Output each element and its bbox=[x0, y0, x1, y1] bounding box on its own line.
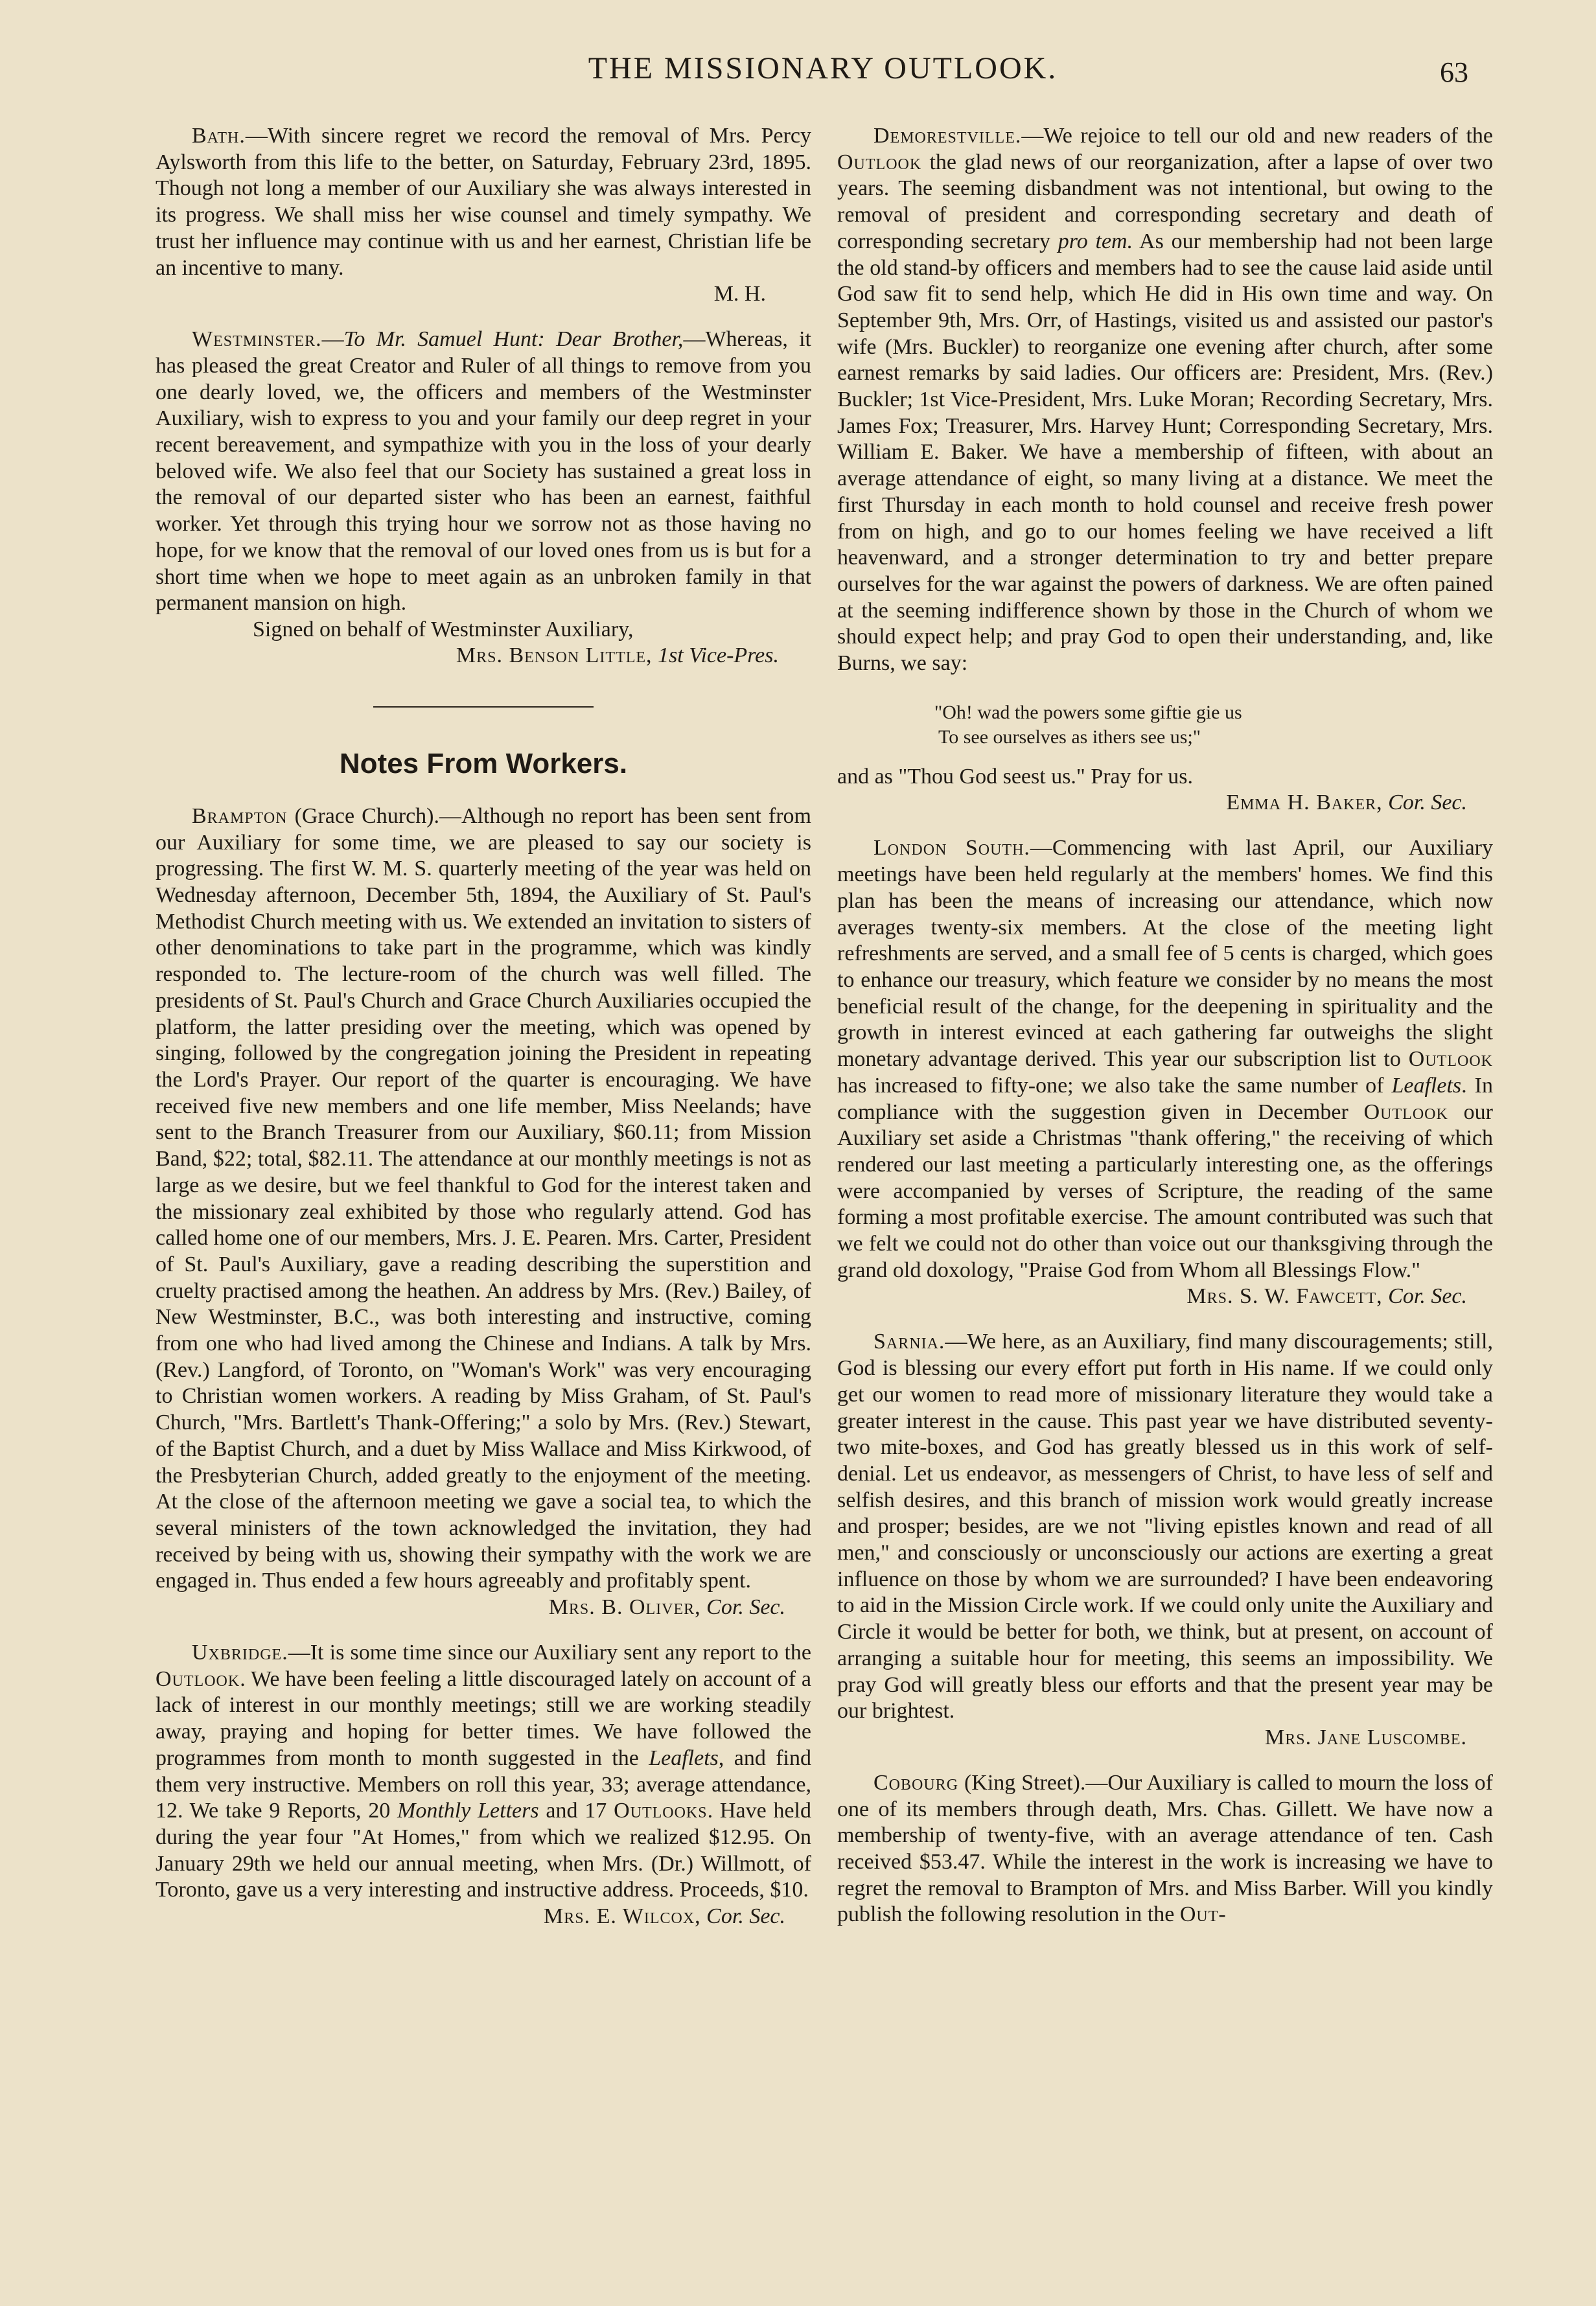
demorestville-signature-name: Emma H. Baker, bbox=[1226, 790, 1383, 815]
london-south-text-1: —Commencing with last April, our Auxiliary meetings have been held regularly at the members' homes. We find this plan has been the means of increasing our attendance, which now averages twenty-six members. At the close of the meeting light refreshments are served, and a small fee of 5 cents is charged, which goes to enhance our treasury, which feature we consider by no means the most beneficial result of the change, for the deepening in spirituality and the growth in interest evinced at each gathering far outweighs the slight monetary advantage derived. This year our subscription list to bbox=[837, 836, 1493, 1072]
demorestville-closing: and as "Thou God seest us." Pray for us. bbox=[837, 764, 1194, 789]
uxbridge-outlook: Outlook bbox=[156, 1666, 240, 1691]
westminster-signed-line: Signed on behalf of Westminster Auxiliary, bbox=[253, 617, 634, 641]
uxbridge-text-4: and 17 bbox=[538, 1799, 614, 1823]
demorestville-signature bbox=[837, 790, 1493, 816]
london-south-outlook-1: Outlook bbox=[1408, 1047, 1493, 1072]
london-south-leaflets: Leaflets bbox=[1391, 1073, 1462, 1098]
demorestville-text-2: the glad news of our reorganization, after a lapse of over two years. The seeming disbandment was not intentional, but owing to the removal of president and corresponding secretary and death of corresponding secretary bbox=[837, 150, 1493, 253]
cobourg-outlook: Out- bbox=[1179, 1902, 1227, 1927]
london-south-lead: London South. bbox=[873, 836, 1030, 860]
westminster-signature bbox=[156, 643, 811, 669]
poem-line-2: To see ourselves as ithers see us;" bbox=[938, 726, 1201, 748]
burns-quotation bbox=[934, 700, 1493, 750]
westminster-signature-role: 1st Vice-Pres. bbox=[658, 643, 779, 667]
sarnia-text: —We here, as an Auxiliary, find many discouragements; still, God is blessing our every effort put forth in His name. If we could only get our women to read more of missionary literature they would take a greater interest in the cause. This past year we have distributed seventy-two mite-boxes, and God has greatly blessed us in this work of self-denial. Let us endeavor, as messengers of Christ, to have less of self and selfish desires, and this branch of mission work would greatly increase and prosper; besides, are we not "living epistles known and read of all men," and consciously or unconsciously our actions are exerting a great influence on those by whom we are surrounded? I have been endeavoring to aid in the Mission Circle work. If we could only unite the Auxiliary and Circle it would be better for both, we think, but at present, on account of arranging a suitable hour for meeting, this seems an impossibility. We pray God will greatly bless our efforts and that the present year may be our brightest. bbox=[837, 1330, 1493, 1724]
cobourg-paragraph bbox=[837, 1770, 1493, 1928]
demorestville-paragraph bbox=[837, 123, 1493, 677]
westminster-salutation: To Mr. Samuel Hunt: Dear Brother, bbox=[343, 327, 684, 352]
section-divider bbox=[373, 706, 594, 708]
spacer bbox=[156, 1620, 811, 1640]
spacer bbox=[156, 307, 811, 327]
sarnia-signature-name: Mrs. Jane Luscombe. bbox=[1265, 1725, 1467, 1749]
uxbridge-leaflets: Leaflets bbox=[649, 1746, 719, 1770]
uxbridge-signature-role: Cor. Sec. bbox=[706, 1904, 785, 1929]
brampton-signature-role: Cor. Sec. bbox=[706, 1595, 785, 1620]
bath-signature: M. H. bbox=[713, 282, 766, 306]
london-south-signature bbox=[837, 1284, 1493, 1309]
sarnia-lead: Sarnia. bbox=[873, 1330, 945, 1354]
uxbridge-outlooks: Outlooks bbox=[614, 1799, 708, 1823]
uxbridge-text-2: . We have been feeling a little discouraged lately on account of a lack of interest in our monthly meetings; still we are working steadily away, praying and hoping for better times. We have followed the programmes from month to month suggested in the bbox=[156, 1666, 811, 1770]
sarnia-signature bbox=[837, 1725, 1493, 1751]
london-south-signature-role: Cor. Sec. bbox=[1388, 1284, 1467, 1309]
westminster-lead: Westminster. bbox=[192, 327, 322, 352]
demorestville-lead: Demorestville. bbox=[873, 124, 1022, 148]
brampton-text: (Grace Church).—Although no report has been sent from our Auxiliary for some time, we are pleased to say our society is progressing. The first W. M. S. quarterly meeting of the year was held on Wednesday afternoon, December 5th, 1894, the Auxiliary of St. Paul's Methodist Church meeting with us. We extended an invitation to sisters of other denominations to take part in the programme, which was kindly responded to. The lecture-room of the church was well filled. The presidents of St. Paul's Church and Grace Church Auxiliaries occupied the platform, the latter presiding over the meeting, which was opened by singing, followed by the congregation joining the President in repeating the Lord's Prayer. Our report of the quarter is encouraging. We have received five new members and one life member, Miss Neelands; have sent to the Branch Treasurer from our Auxiliary, $60.11; from Mission Band, $22; total, $82.11. The attendance at our monthly meetings is not as large as we desire, but we feel thankful to God for the interest taken and the missionary zeal exhibited by those who regularly attend. God has called home one of our members, Mrs. J. E. Pearen. Mrs. Carter, President of St. Paul's Auxiliary, gave a reading describing the superstition and cruelty practised among the heathen. An address by Mrs. (Rev.) Bailey, of New Westminster, B.C., was both interesting and instructive, coming from one who had lived among the Chinese and Indians. A talk by Mrs. (Rev.) Langford, of Toronto, on "Woman's Work" was very encouraging to Christian women workers. A reading by Miss Graham, of St. Paul's Church, "Mrs. Bartlett's Thank-Offering;" a solo by Mrs. (Rev.) Stewart, of the Baptist Church, and a duet by Miss Wallace and Miss Kirkwood, of the Presbyterian Church, added greatly to the enjoyment of the meeting. At the close of the afternoon meeting we gave a social tea, to which the several ministers of the town acknowledged the invitation, they had received by being with us, showing their sympathy with the work we are engaged in. Thus ended a few hours agreeably and profitably spent. bbox=[156, 803, 811, 1593]
london-south-text-2: has increased to fifty-one; we also take the same number of bbox=[837, 1073, 1392, 1098]
brampton-lead: Brampton bbox=[192, 803, 288, 828]
demorestville-text-3: As our membership had not been large the old stand-by officers and members had to see the cause laid aside until God saw fit to send help, which He did in His own time and way. On September 9th, Mrs. Orr, of Hastings, visited us and assisted our pastor's wife (Mrs. Buckler) to reorganize one evening after church, after some earnest remarks by said ladies. Our officers are: President, Mrs. (Rev.) Buckler; 1st Vice-President, Mrs. Luke Moran; Recording Secretary, Mrs. James Fox; Treasurer, Mrs. Harvey Hunt; Corresponding Secretary, Mrs. William E. Baker. We have a membership of fifteen, with about an average attendance of eight, so many living at a distance. We meet the first Thursday in each month to hold counsel and receive fresh power from on high, and go to our homes feeling we have received a lift heavenward, and a stronger determination to try and better prepare ourselves for the war against the powers of darkness. We are often pained at the seeming indifference shown by those in the Church of whom we should expect help; and pray God to open their understanding, and, like Burns, we say: bbox=[837, 229, 1493, 676]
brampton-signature bbox=[156, 1595, 811, 1620]
westminster-dash: — bbox=[321, 327, 344, 352]
left-column bbox=[156, 123, 811, 1930]
bath-text: —With sincere regret we record the removal of Mrs. Percy Aylsworth from this life to the better, on Saturday, February 23rd, 1895. Though not long a member of our Auxiliary she was always interested in its progress. We shall miss her wise counsel and timely sympathy. We trust her influence may continue with us and her earnest, Christian life be an incentive to many. bbox=[156, 124, 811, 280]
uxbridge-text-1: —It is some time since our Auxiliary sent any report to the bbox=[288, 1641, 811, 1665]
cobourg-text: (King Street).—Our Auxiliary is called to mourn the loss of one of its members through death, Mrs. Chas. Gillett. We have now a membership of twenty-five, with an average attendance of ten. Cash received $53.47. While the interest in the work is increasing we have to regret the removal to Brampton of Mrs. and Miss Barber. Will you kindly publish the following resolution in the bbox=[837, 1770, 1493, 1927]
brampton-paragraph bbox=[156, 803, 811, 1595]
uxbridge-lead: Uxbridge. bbox=[192, 1641, 288, 1665]
demorestville-signature-role: Cor. Sec. bbox=[1388, 790, 1467, 815]
section-heading: Notes From Workers. bbox=[339, 747, 628, 779]
spacer bbox=[837, 816, 1493, 835]
sarnia-paragraph bbox=[837, 1329, 1493, 1725]
cobourg-lead: Cobourg bbox=[873, 1770, 959, 1795]
spacer bbox=[837, 1309, 1493, 1329]
westminster-paragraph bbox=[156, 327, 811, 617]
brampton-signature-name: Mrs. B. Oliver, bbox=[548, 1595, 701, 1620]
westminster-text: —Whereas, it has pleased the great Creator and Ruler of all things to remove from you one dearly loved, we, the officers and members of the Westminster Auxiliary, wish to express to you and your family our deep regret in your recent bereavement, and sympathize with you in the loss of your dearly beloved wife. We also feel that our Society has sustained a great loss in the removal of our departed sister who has been an earnest, faithful worker. Yet through this trying hour we sorrow not as those having no hope, for we know that the removal of our loved ones from us is but for a short time when we hope to meet again as an unbroken family in that permanent mansion on high. bbox=[156, 327, 811, 616]
london-south-text-3: . In compliance with the suggestion given in December bbox=[837, 1073, 1493, 1124]
bath-lead: Bath. bbox=[192, 124, 246, 148]
uxbridge-signature-name: Mrs. E. Wilcox, bbox=[544, 1904, 701, 1929]
page-number: 63 bbox=[1440, 56, 1468, 88]
westminster-signature-name: Mrs. Benson Little, bbox=[456, 643, 653, 667]
spacer bbox=[837, 1751, 1493, 1770]
uxbridge-paragraph bbox=[156, 1640, 811, 1904]
uxbridge-text-5: . Have held during the year four "At Homes," from which we realized $12.95. On January 29th we held our annual meeting, when Mrs. (Dr.) Willmott, of Toronto, gave us a very interesting and instructive address. Proceeds, $10. bbox=[156, 1799, 811, 1902]
demorestville-text-1: —We rejoice to tell our old and new readers of the bbox=[1021, 124, 1493, 148]
uxbridge-signature bbox=[156, 1904, 811, 1930]
uxbridge-monthly-letters: Monthly Letters bbox=[397, 1799, 539, 1823]
london-south-outlook-2: Outlook bbox=[1363, 1100, 1448, 1124]
uxbridge-text-3: , and find them very instructive. Members on roll this year, 33; average attendance, 12. We take 9 Reports, 20 bbox=[156, 1746, 811, 1823]
poem-line-1: "Oh! wad the powers some giftie gie us bbox=[934, 701, 1242, 723]
demorestville-pro-tem: pro tem. bbox=[1058, 229, 1133, 253]
demorestville-outlook: Outlook bbox=[837, 150, 922, 174]
running-title: THE MISSIONARY OUTLOOK. bbox=[588, 51, 1058, 86]
london-south-text-4: our Auxiliary set aside a Christmas "thank offering," the receiving of which rendered our last meeting a particularly interesting one, as the offerings were accompanied by verses of Scripture, the reading of the same forming a most profitable exercise. The amount contributed was such that we felt we could not do other than voice out our thanksgiving through the grand old doxology, "Praise God from Whom all Blessings Flow." bbox=[837, 1100, 1493, 1282]
right-column bbox=[837, 123, 1493, 1928]
london-south-paragraph bbox=[837, 835, 1493, 1284]
bath-paragraph bbox=[156, 123, 811, 281]
london-south-signature-name: Mrs. S. W. Fawcett, bbox=[1186, 1284, 1383, 1309]
